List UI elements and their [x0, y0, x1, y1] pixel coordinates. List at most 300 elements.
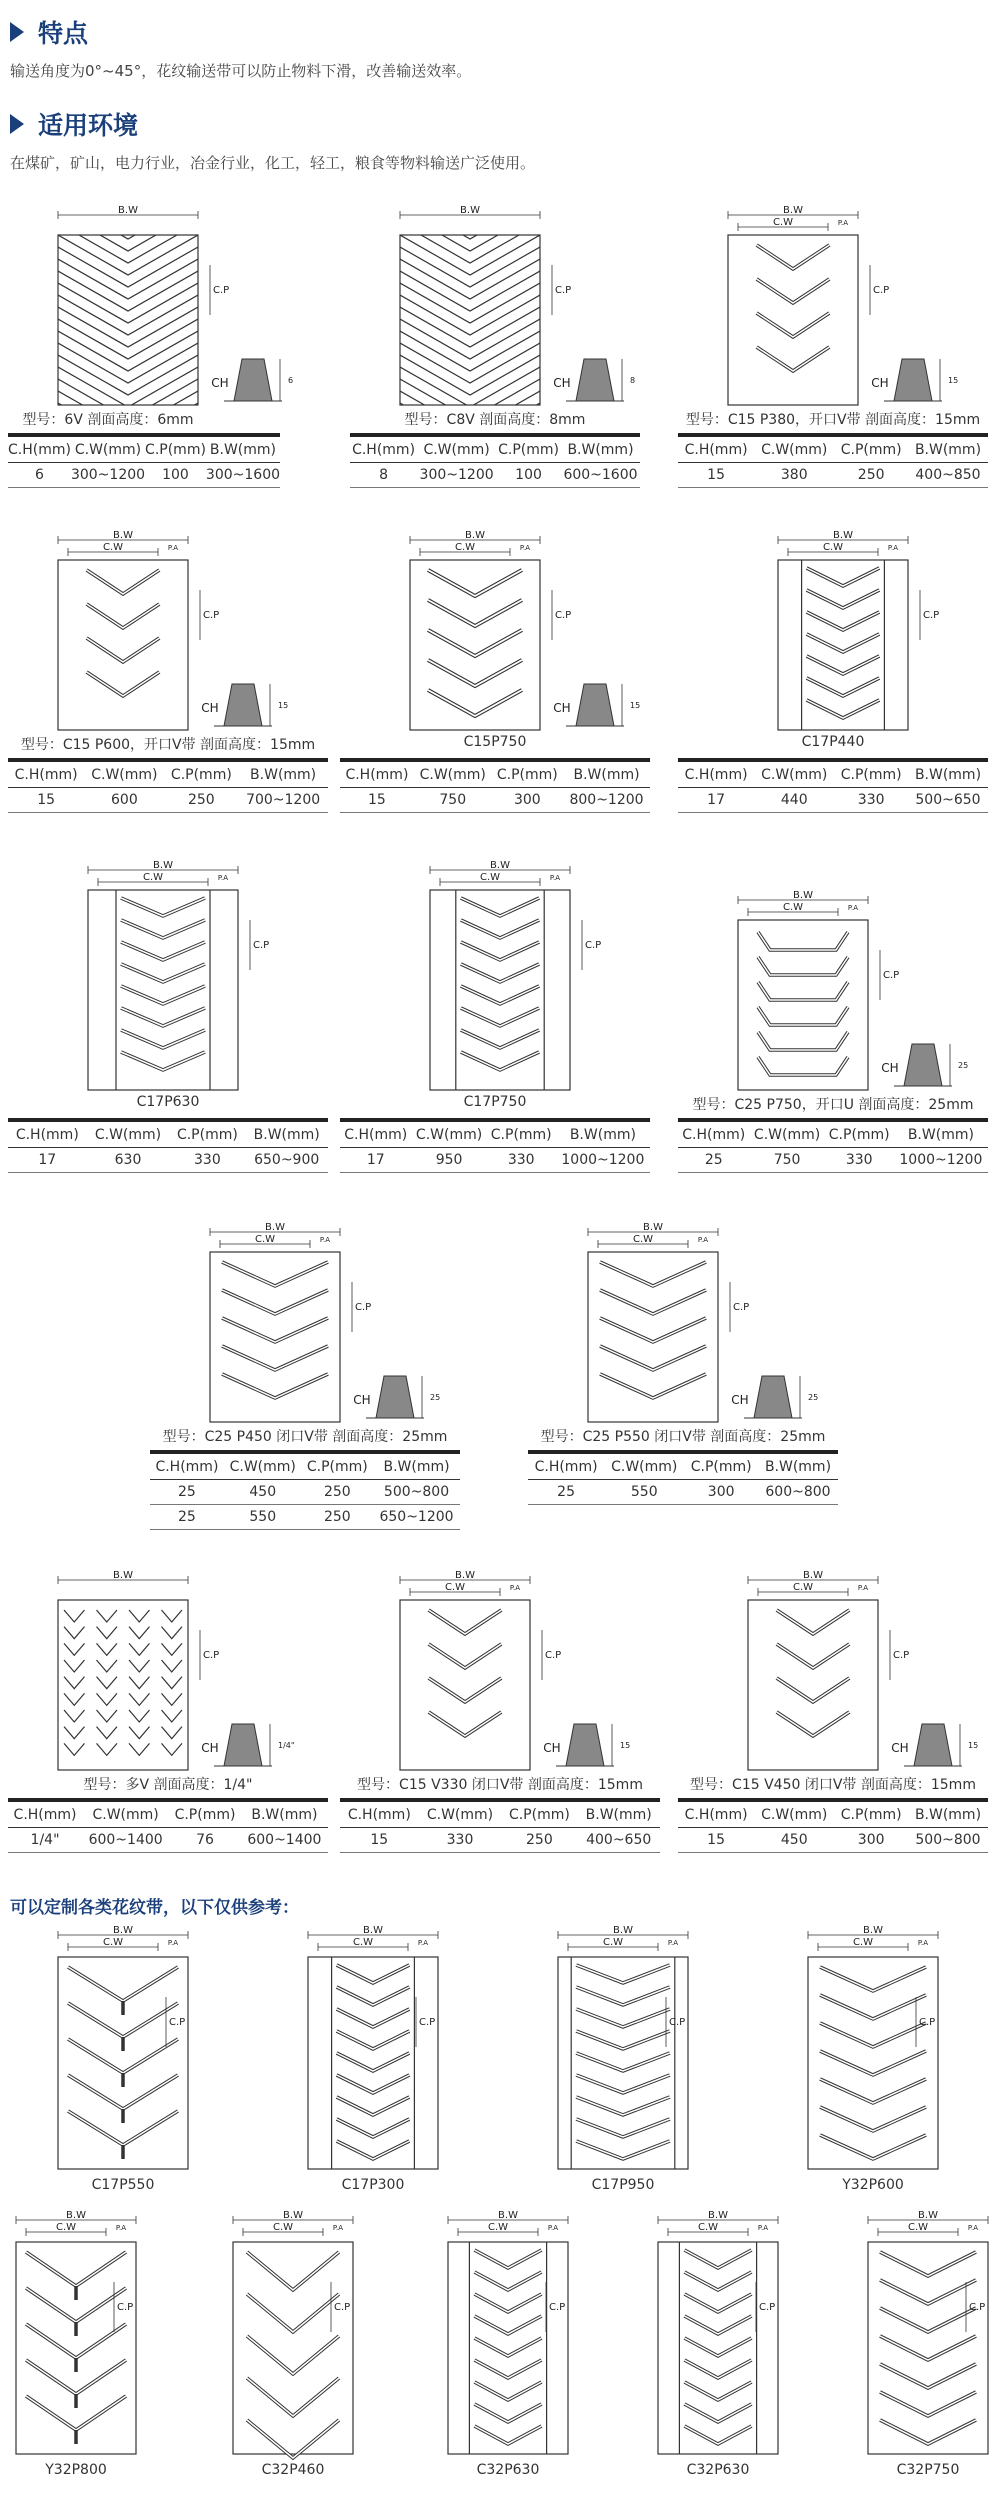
table-row [350, 463, 640, 488]
spec-header: C.P(mm) [169, 1800, 241, 1828]
custom-pattern-item [8, 2210, 168, 2485]
spec-cell: 15 [8, 788, 84, 813]
product-caption: C17P630 [136, 1094, 200, 1110]
spec-table [340, 1798, 660, 1853]
dimension-label: P.A [547, 2224, 559, 2232]
dimension-label: CH [201, 701, 219, 715]
spec-cell: 600~1400 [82, 1828, 169, 1853]
belt-outline [16, 2242, 136, 2454]
dimension-label: C.P [117, 2302, 134, 2313]
spec-cell: 440 [754, 788, 834, 813]
spec-header: C.H(mm) [8, 760, 84, 788]
spec-cell: 500~800 [908, 1828, 988, 1853]
spec-header: C.W(mm) [411, 1120, 486, 1148]
dimension-label: C.P [545, 1650, 562, 1661]
dimension-label: B.W [498, 2210, 518, 2221]
dimension-label: 25 [430, 1393, 441, 1402]
spec-header: C.H(mm) [8, 1800, 82, 1828]
spec-cell: 500~650 [908, 788, 988, 813]
spec-cell: 330 [825, 1148, 894, 1173]
dimension-label: B.W [66, 2210, 86, 2221]
belt-diagram [225, 2210, 385, 2460]
product-item [350, 205, 640, 499]
dimension-label: C.W [254, 1234, 276, 1245]
spec-cell: 300 [492, 788, 563, 813]
spec-cell: 6 [8, 463, 71, 488]
spec-header: B.W(mm) [577, 1800, 660, 1828]
product-caption: 型号：多V 剖面高度：1/4" [83, 1777, 253, 1793]
dimension-label: C.P [213, 285, 230, 296]
dimension-label: C.W [697, 2222, 719, 2233]
spec-header: C.W(mm) [87, 1120, 170, 1148]
spec-cell: 15 [678, 463, 754, 488]
dimension-label: C.W [782, 902, 804, 913]
spec-header: C.H(mm) [678, 435, 754, 463]
spec-header: B.W(mm) [238, 760, 328, 788]
spec-cell: 25 [150, 1480, 224, 1505]
dimension-label: P.A [887, 544, 899, 552]
dimension-label: B.W [283, 2210, 303, 2221]
dimension-label: C.P [733, 1302, 750, 1313]
spec-header: C.W(mm) [419, 1800, 502, 1828]
environment-heading: 适用环境 [10, 106, 138, 142]
spec-cell: 650~900 [245, 1148, 328, 1173]
belt-diagram [340, 1570, 660, 1800]
spec-table [528, 1450, 838, 1505]
belt-outline [748, 1600, 878, 1770]
spec-header: B.W(mm) [758, 1452, 838, 1480]
spec-header: C.H(mm) [340, 760, 414, 788]
table-row [340, 1828, 660, 1853]
dimension-label: CH [353, 1393, 371, 1407]
dimension-label: C.W [102, 1937, 124, 1948]
spec-header: C.P(mm) [834, 760, 908, 788]
spec-header: C.W(mm) [754, 760, 834, 788]
dimension-label: C.W [102, 542, 124, 553]
spec-cell: 17 [8, 1148, 87, 1173]
dimension-label: 15 [278, 701, 289, 710]
product-item [8, 860, 328, 1184]
belt-diagram [50, 1925, 220, 2175]
custom-caption: Y32P600 [842, 2177, 904, 2193]
spec-table [678, 1118, 988, 1173]
dimension-label: C.W [772, 217, 794, 228]
dimension-label: B.W [455, 1570, 475, 1581]
spec-cell: 250 [302, 1480, 373, 1505]
dimension-label: B.W [793, 890, 813, 901]
spec-header: C.H(mm) [678, 760, 754, 788]
dimension-label: B.W [708, 2210, 728, 2221]
cleat-profile-icon [201, 1724, 294, 1766]
custom-pattern-item [300, 1925, 470, 2200]
dimension-label: C.W [444, 1582, 466, 1593]
spec-header: C.H(mm) [678, 1120, 749, 1148]
product-item [528, 1222, 838, 1516]
spec-cell: 250 [165, 788, 239, 813]
custom-caption: C32P630 [686, 2462, 750, 2478]
spec-cell: 700~1200 [238, 788, 328, 813]
dimension-label: B.W [460, 205, 480, 216]
belt-diagram [8, 2210, 168, 2460]
dimension-label: C.P [883, 970, 900, 981]
environment-text: 在煤矿，矿山，电力行业，冶金行业，化工，轻工，粮食等物料输送广泛使用。 [10, 154, 536, 172]
dimension-label: P.A [417, 1939, 429, 1947]
dimension-label: C.P [669, 2017, 686, 2028]
product-item [678, 890, 988, 1184]
custom-pattern-item [860, 2210, 1000, 2485]
table-row [150, 1505, 460, 1530]
spec-header: C.P(mm) [825, 1120, 894, 1148]
spec-header: C.W(mm) [224, 1452, 302, 1480]
dimension-label: 15 [948, 376, 959, 385]
belt-diagram [8, 530, 328, 760]
triangle-bullet-icon [10, 22, 24, 42]
table-row [8, 463, 280, 488]
spec-header: C.P(mm) [834, 1800, 908, 1828]
cleat-profile-icon [553, 684, 640, 726]
spec-header: C.H(mm) [8, 1120, 87, 1148]
product-caption: C17P440 [801, 734, 865, 750]
belt-outline [728, 235, 858, 405]
spec-header: C.H(mm) [528, 1452, 604, 1480]
spec-header: B.W(mm) [908, 435, 988, 463]
belt-outline [58, 1957, 188, 2169]
belt-diagram [8, 860, 328, 1120]
spec-cell: 250 [834, 463, 908, 488]
dimension-label: B.W [265, 1222, 285, 1233]
spec-cell: 1/4" [8, 1828, 82, 1853]
spec-table [340, 758, 650, 813]
spec-cell: 17 [678, 788, 754, 813]
spec-cell: 8 [350, 463, 417, 488]
dimension-label: CH [553, 376, 571, 390]
belt-diagram [300, 1925, 470, 2175]
spec-cell: 1000~1200 [894, 1148, 988, 1173]
spec-cell: 750 [414, 788, 492, 813]
dimension-label: 25 [808, 1393, 819, 1402]
spec-cell: 15 [340, 788, 414, 813]
spec-cell: 600 [84, 788, 164, 813]
product-item [678, 1570, 988, 1864]
custom-caption: C17P550 [91, 2177, 155, 2193]
dimension-label: 15 [630, 701, 641, 710]
spec-header: B.W(mm) [908, 760, 988, 788]
dimension-label: 6 [288, 376, 294, 385]
dimension-label: C.P [419, 2017, 436, 2028]
dimension-label: B.W [803, 1570, 823, 1581]
product-caption: C17P750 [463, 1094, 527, 1110]
table-row [8, 788, 328, 813]
dimension-label: P.A [837, 219, 849, 227]
product-item [8, 205, 294, 499]
dimension-label: C.W [602, 1937, 624, 1948]
dimension-label: CH [891, 1741, 909, 1755]
spec-cell: 400~850 [908, 463, 988, 488]
dimension-label: CH [731, 1393, 749, 1407]
belt-diagram [340, 860, 650, 1120]
dimension-label: 25 [958, 1061, 969, 1070]
dimension-label: P.A [549, 874, 561, 882]
dimension-label: C.W [632, 1234, 654, 1245]
dimension-label: C.P [923, 610, 940, 621]
features-heading: 特点 [10, 14, 88, 50]
spec-header: C.H(mm) [8, 435, 71, 463]
spec-cell: 300~1200 [417, 463, 496, 488]
spec-cell: 15 [678, 1828, 754, 1853]
spec-header: C.W(mm) [417, 435, 496, 463]
spec-cell: 300 [834, 1828, 908, 1853]
spec-cell: 950 [411, 1148, 486, 1173]
belt-diagram [800, 1925, 970, 2175]
dimension-label: P.A [509, 1584, 521, 1592]
spec-header: B.W(mm) [373, 1452, 460, 1480]
dimension-label: C.P [253, 940, 270, 951]
belt-diagram [8, 205, 294, 435]
cleat-profile-icon [353, 1376, 440, 1418]
dimension-label: 8 [630, 376, 636, 385]
spec-header: C.H(mm) [150, 1452, 224, 1480]
table-row [340, 788, 650, 813]
spec-cell: 600~800 [758, 1480, 838, 1505]
spec-cell: 600~1600 [561, 463, 640, 488]
spec-header: C.W(mm) [604, 1452, 684, 1480]
spec-header: C.W(mm) [84, 760, 164, 788]
spec-cell: 250 [302, 1505, 373, 1530]
dimension-label: CH [543, 1741, 561, 1755]
custom-pattern-item [800, 1925, 970, 2200]
dimension-label: P.A [319, 1236, 331, 1244]
custom-caption: C32P630 [476, 2462, 540, 2478]
spec-cell: 25 [678, 1148, 749, 1173]
dimension-label: P.A [697, 1236, 709, 1244]
spec-header: C.P(mm) [169, 1120, 245, 1148]
table-row [528, 1480, 838, 1505]
custom-caption: C17P300 [341, 2177, 405, 2193]
belt-diagram [150, 1222, 460, 1452]
belt-diagram [340, 530, 650, 760]
triangle-bullet-icon [10, 114, 24, 134]
product-caption: 型号：C25 P550 闭口V带 剖面高度：25mm [540, 1429, 826, 1445]
spec-header: C.W(mm) [414, 760, 492, 788]
spec-cell: 330 [169, 1148, 245, 1173]
spec-header: C.P(mm) [487, 1120, 556, 1148]
dimension-label: CH [553, 701, 571, 715]
spec-cell: 400~650 [577, 1828, 660, 1853]
custom-caption: C32P460 [261, 2462, 325, 2478]
dimension-label: C.P [549, 2302, 566, 2313]
dimension-label: B.W [643, 1222, 663, 1233]
product-caption: 型号：C15 P600，开口V带 剖面高度：15mm [20, 737, 316, 753]
dimension-label: C.P [893, 1650, 910, 1661]
spec-cell: 1000~1200 [556, 1148, 650, 1173]
dimension-label: B.W [113, 530, 133, 541]
spec-cell: 17 [340, 1148, 411, 1173]
table-row [8, 1148, 328, 1173]
custom-caption: C32P750 [896, 2462, 960, 2478]
spec-cell: 76 [169, 1828, 241, 1853]
custom-caption: Y32P800 [45, 2462, 107, 2478]
product-item [150, 1222, 460, 1540]
product-item [340, 1570, 660, 1864]
dimension-label: B.W [153, 860, 173, 871]
belt-diagram [528, 1222, 838, 1452]
dimension-label: C.W [792, 1582, 814, 1593]
spec-table [8, 758, 328, 813]
spec-cell: 750 [749, 1148, 824, 1173]
spec-cell: 800~1200 [563, 788, 650, 813]
product-item [8, 1570, 328, 1864]
dimension-label: C.W [352, 1937, 374, 1948]
dimension-label: P.A [167, 1939, 179, 1947]
table-row [678, 1828, 988, 1853]
spec-header: C.W(mm) [754, 435, 834, 463]
spec-header: B.W(mm) [894, 1120, 988, 1148]
spec-header: C.W(mm) [82, 1800, 169, 1828]
spec-cell: 25 [528, 1480, 604, 1505]
spec-cell: 600~1400 [241, 1828, 328, 1853]
spec-table [340, 1118, 650, 1173]
dimension-label: P.A [967, 2224, 979, 2232]
cleat-profile-icon [731, 1376, 818, 1418]
dimension-label: B.W [490, 860, 510, 871]
spec-header: C.P(mm) [496, 435, 561, 463]
dimension-label: P.A [115, 2224, 127, 2232]
dimension-label: C.W [142, 872, 164, 883]
dimension-label: C.P [169, 2017, 186, 2028]
product-caption: 型号：C15 V450 闭口V带 剖面高度：15mm [690, 1777, 976, 1793]
spec-cell: 300~1200 [71, 463, 145, 488]
custom-pattern-item [650, 2210, 810, 2485]
dimension-label: C.P [919, 2017, 936, 2028]
spec-header: B.W(mm) [908, 1800, 988, 1828]
belt-diagram [8, 1570, 328, 1800]
spec-cell: 550 [604, 1480, 684, 1505]
spec-header: C.H(mm) [350, 435, 417, 463]
dimension-label: B.W [465, 530, 485, 541]
belt-diagram [678, 530, 988, 760]
spec-table [350, 433, 640, 488]
dimension-label: C.W [487, 2222, 509, 2233]
dimension-label: B.W [613, 1925, 633, 1936]
dimension-label: C.P [203, 1650, 220, 1661]
dimension-label: CH [881, 1061, 899, 1075]
dimension-label: C.P [759, 2302, 776, 2313]
custom-pattern-item [225, 2210, 385, 2485]
product-caption: C15P750 [463, 734, 527, 750]
custom-pattern-item [50, 1925, 220, 2200]
dimension-label: C.P [355, 1302, 372, 1313]
cleat-profile-icon [543, 1724, 630, 1766]
spec-header: C.H(mm) [678, 1800, 754, 1828]
cleat-profile-icon [871, 359, 958, 401]
belt-diagram [440, 2210, 600, 2460]
spec-header: C.W(mm) [749, 1120, 824, 1148]
dimension-label: P.A [847, 904, 859, 912]
dimension-label: P.A [857, 1584, 869, 1592]
dimension-label: B.W [863, 1925, 883, 1936]
belt-diagram [678, 205, 988, 435]
table-row [8, 1828, 328, 1853]
spec-cell: 450 [754, 1828, 834, 1853]
dimension-label: P.A [519, 544, 531, 552]
dimension-label: B.W [918, 2210, 938, 2221]
cleat-profile-icon [211, 359, 293, 401]
product-caption: 型号：6V 剖面高度：6mm [22, 412, 194, 428]
dimension-label: CH [211, 376, 229, 390]
dimension-label: P.A [667, 1939, 679, 1947]
dimension-label: C.W [454, 542, 476, 553]
spec-header: C.H(mm) [340, 1800, 419, 1828]
custom-title: 可以定制各类花纹带，以下仅供参考： [10, 1898, 299, 1918]
cleat-profile-icon [553, 359, 635, 401]
spec-header: C.P(mm) [492, 760, 563, 788]
dimension-label: 1/4" [278, 1741, 295, 1750]
spec-cell: 630 [87, 1148, 170, 1173]
spec-header: C.P(mm) [501, 1800, 577, 1828]
spec-table [150, 1450, 460, 1530]
spec-table [678, 1798, 988, 1853]
spec-table [8, 1118, 328, 1173]
belt-outline [738, 920, 868, 1090]
spec-cell: 300~1600 [206, 463, 280, 488]
spec-header: B.W(mm) [206, 435, 280, 463]
dimension-label: B.W [113, 1925, 133, 1936]
spec-cell: 100 [145, 463, 206, 488]
spec-table [8, 433, 280, 488]
spec-header: C.P(mm) [302, 1452, 373, 1480]
spec-cell: 330 [834, 788, 908, 813]
product-item [678, 530, 988, 824]
table-row [678, 1148, 988, 1173]
product-item [8, 530, 328, 824]
dimension-label: C.W [272, 2222, 294, 2233]
table-row [678, 788, 988, 813]
spec-cell: 500~800 [373, 1480, 460, 1505]
dimension-label: B.W [783, 205, 803, 216]
dimension-label: B.W [833, 530, 853, 541]
spec-header: C.P(mm) [145, 435, 206, 463]
spec-header: B.W(mm) [563, 760, 650, 788]
belt-diagram [350, 205, 640, 435]
dimension-label: C.W [55, 2222, 77, 2233]
cleat-profile-icon [891, 1724, 978, 1766]
features-text: 输送角度为0°~45°，花纹输送带可以防止物料下滑，改善输送效率。 [10, 62, 472, 80]
spec-header: B.W(mm) [245, 1120, 328, 1148]
custom-pattern-item [440, 2210, 600, 2485]
spec-cell: 250 [501, 1828, 577, 1853]
spec-table [678, 758, 988, 813]
dimension-label: C.P [969, 2302, 986, 2313]
dimension-label: C.P [203, 610, 220, 621]
belt-diagram [860, 2210, 1000, 2460]
spec-header: C.W(mm) [754, 1800, 834, 1828]
spec-header: B.W(mm) [556, 1120, 650, 1148]
dimension-label: 15 [968, 1741, 979, 1750]
table-row [150, 1480, 460, 1505]
custom-caption: C17P950 [591, 2177, 655, 2193]
product-item [678, 205, 988, 499]
spec-table [8, 1798, 328, 1853]
belt-diagram [650, 2210, 810, 2460]
table-row [340, 1148, 650, 1173]
spec-cell: 330 [419, 1828, 502, 1853]
table-row [678, 463, 988, 488]
spec-cell: 25 [150, 1505, 224, 1530]
custom-pattern-item [550, 1925, 720, 2200]
dimension-label: C.W [822, 542, 844, 553]
belt-outline [430, 890, 570, 1090]
dimension-label: P.A [167, 544, 179, 552]
